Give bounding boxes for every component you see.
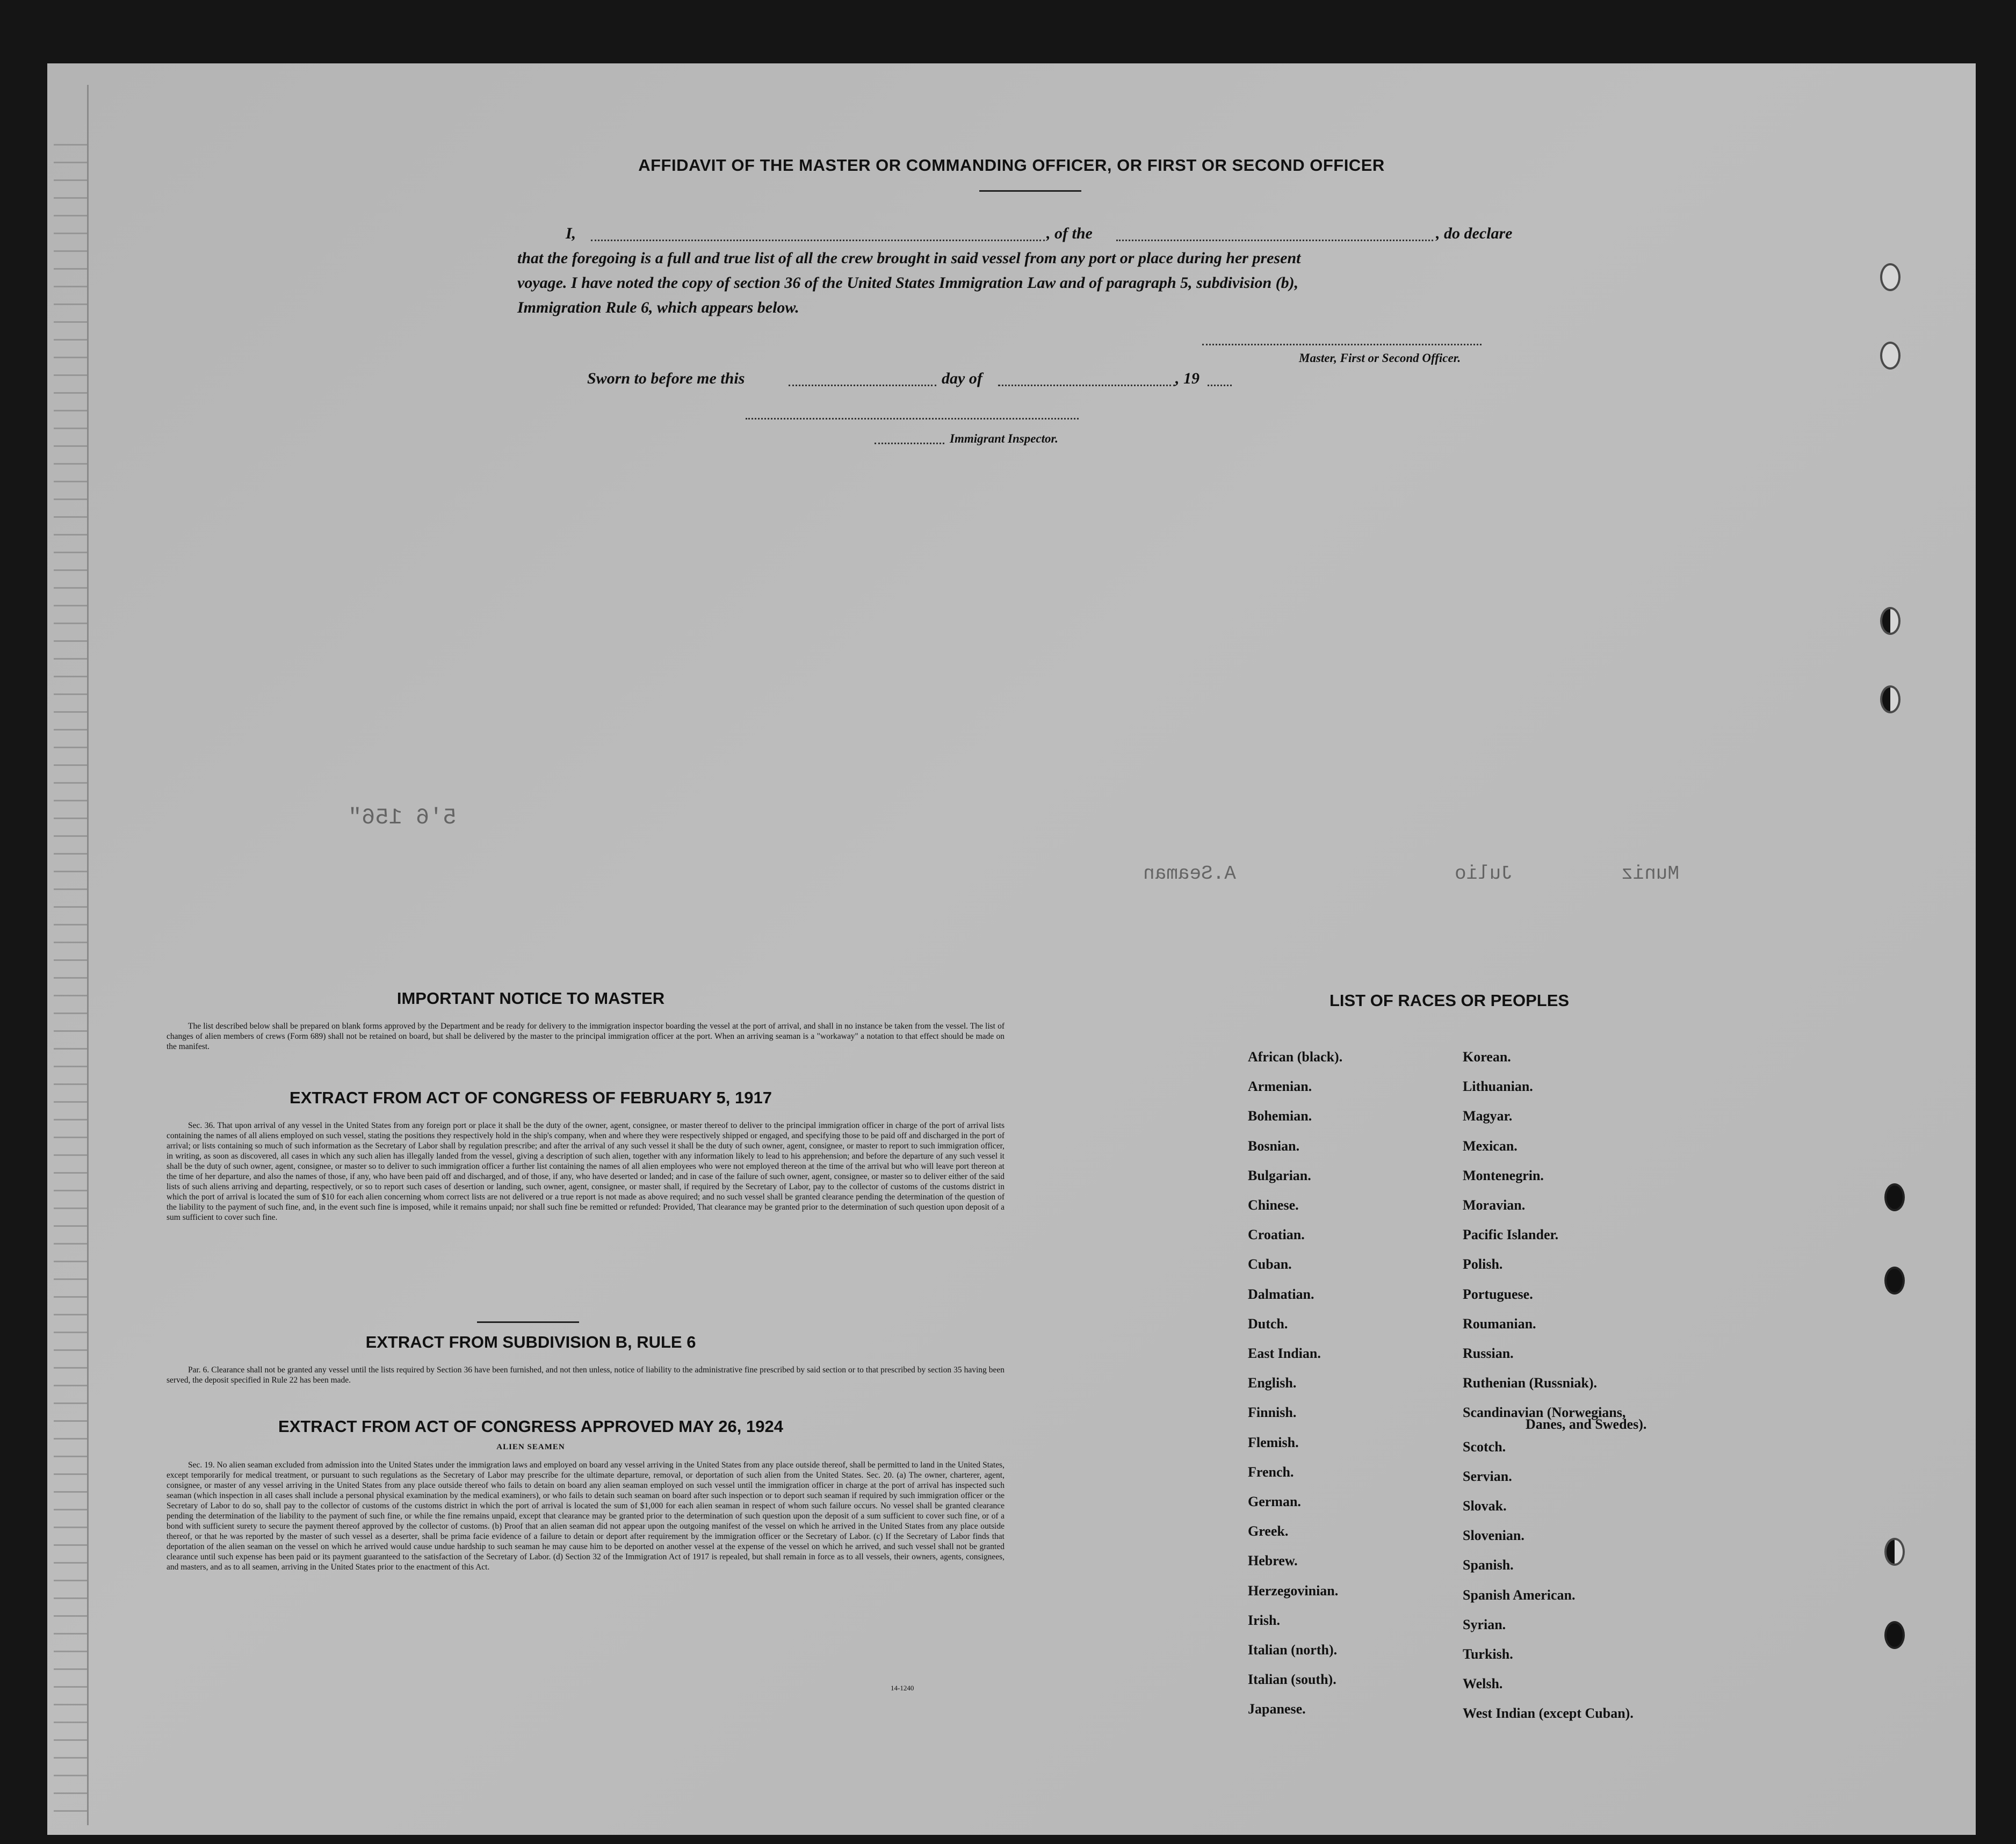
binder-hole bbox=[1880, 607, 1901, 635]
inspector-signature-line bbox=[746, 418, 1079, 420]
race-item: Dutch. bbox=[1248, 1315, 1288, 1332]
form-number: 14-1240 bbox=[891, 1684, 914, 1692]
act-1924-text: Sec. 19. No alien seaman excluded from admission into the United States under the immigration laws and employed on board any vessel arriving in the United States from any place outside thereof, shall be permitted to land in the United States, except temporarily for medical treatment, or pursuant to such regulations as the Secretary of Labor may prescribe for the ultimate departure, removal, or deportation of such alien from the United States. Sec. 20. (a) The owner, charterer, agent, consignee, or master of any vessel arriving in the United States from any place outside thereof who fails to detain on board any alien seaman employed on such vessel until the immigration officer in charge at the port of arrival has inspected such seaman (which inspection in all cases shall include a personal physical examination by the medical examiners), or who fails to detain such seaman on board after such inspection or to deport such seaman if required by such immigration officer or the Secretary of Labor to do so, shall pay to the collector of customs of the customs district in which the port of arrival is located the sum of $1,000 for each alien seaman in respect of whom such failure occurs. No vessel shall be granted clearance pending the determination of the liability to the payment of such fine, or while the fine remains unpaid, except that clearance may be granted prior to the determination of such question upon the deposit of a sum sufficient to cover such fine, or of a bond with sufficient surety to secure the payment thereof approved by the collector of customs. (b) Proof that an alien seaman did not appear upon the outgoing manifest of the vessel on which he arrived in the United States from any place outside thereof, or that he was reported by the master of such vessel as a deserter, shall be prima facie evidence of a failure to detain or deport after requirement by the immigration officer or the Secretary of Labor. (c) If the Secretary of Labor finds that deportation of the alien seaman on the vessel on which he arrived would cause undue hardship to such seaman he may cause him to be deported on another vessel at the expense of the vessel on which he arrived, and such vessel shall not be granted clearance until such expense has been paid or its payment guaranteed to the satisfaction of the Secretary of Labor. (d) Section 32 of the Immigration Act of 1917 is repealed, but shall remain in force as to all vessels, their owners, agents, consignees, and masters, and as to all seamen, arriving in the United States prior to the enactment of this Act. bbox=[167, 1460, 1005, 1572]
race-item: Greek. bbox=[1248, 1523, 1289, 1539]
race-item: Armenian. bbox=[1248, 1079, 1312, 1095]
inspector-signature-line-2 bbox=[875, 443, 944, 444]
year-blank bbox=[1208, 385, 1232, 386]
race-item: African (black). bbox=[1248, 1049, 1343, 1065]
section-divider bbox=[477, 1321, 579, 1323]
race-item: Slovenian. bbox=[1463, 1528, 1524, 1544]
day-of-label: day of bbox=[942, 370, 982, 387]
affidavit-line-4: Immigration Rule 6, which appears below. bbox=[517, 299, 799, 316]
act-1924-title: EXTRACT FROM ACT OF CONGRESS APPROVED MAY 26, 1924 bbox=[278, 1417, 783, 1436]
race-item: Chinese. bbox=[1248, 1197, 1299, 1213]
race-item: Turkish. bbox=[1463, 1646, 1513, 1662]
year-label: , 19 bbox=[1175, 370, 1200, 387]
name-blank bbox=[591, 240, 1045, 241]
affidavit-title: AFFIDAVIT OF THE MASTER OR COMMANDING OFFICER, OR FIRST OR SECOND OFFICER bbox=[638, 156, 1385, 175]
races-title: LIST OF RACES OR PEOPLES bbox=[1329, 991, 1570, 1010]
race-item: Moravian. bbox=[1463, 1197, 1526, 1213]
vessel-blank bbox=[1116, 240, 1433, 241]
master-signature-line bbox=[1202, 344, 1482, 345]
race-item: Hebrew. bbox=[1248, 1553, 1298, 1569]
act-1917-text: Sec. 36. That upon arrival of any vessel in the United States from any foreign port or place it shall be the duty of the owner, agent, consignee, or master thereof to deliver to the principal immigration officer in charge of the port of arrival lists containing the names of all aliens employed on such vessel, stating the positions they respectively hold in the ship's company, when and where they were respectively shipped or engaged, and specifying those to be paid off and discharged in the port of arrival; or lists containing so much of such information as the Secretary of Labor shall by regulation prescribe; and after the arrival of any such vessel it shall be the duty of such owner, agent, consignee, or master to report to such immigration officer, in writing, as soon as discovered, all cases in which any such alien has illegally landed from the vessel, giving a description of such alien, together with any information likely to lead to his apprehension; and before the departure of any such vessel it shall be the duty of such owner, agent, consignee, or master so to deliver to such immigration officer a further list containing the names of all alien employees who were not employed thereon at the time of the arrival but who will leave port thereon at the time of her departure, and also the names of those, if any, who have been paid off and discharged, and of those, if any, who have deserted or landed; and in case of the failure of such owner, agent, consignee, or master so to deliver either of the said lists of such aliens arriving and departing, respectively, or so to report such cases of desertion or landing, such owner, agent, consignee, or master shall, if required by the Secretary of Labor, pay to the collector of customs of the customs district in which the port of arrival is located the sum of $10 for each alien concerning whom correct lists are not delivered or a true report is not made as above required; and no such vessel shall be granted clearance pending the determination of the question of the liability to the payment of such fine, and, in the event such fine is imposed, while it remains unpaid; nor shall such fine be remitted or refunded: Provided, That clearance may be granted prior to the determination of such question upon deposit of a sum sufficient to cover such fine. bbox=[167, 1121, 1005, 1222]
binder-hole bbox=[1884, 1267, 1905, 1295]
race-item: Bosnian. bbox=[1248, 1138, 1300, 1154]
race-item: Lithuanian. bbox=[1463, 1079, 1533, 1095]
binder-hole bbox=[1880, 263, 1901, 291]
race-item: Pacific Islander. bbox=[1463, 1227, 1559, 1243]
document-sheet bbox=[47, 63, 1976, 1835]
affidavit-do-declare: , do declare bbox=[1436, 225, 1513, 242]
sworn-day-blank bbox=[789, 385, 936, 386]
race-item: Croatian. bbox=[1248, 1227, 1305, 1243]
race-item: Roumanian. bbox=[1463, 1315, 1536, 1332]
race-item: Syrian. bbox=[1463, 1616, 1506, 1632]
race-item-continuation: Danes, and Swedes). bbox=[1526, 1416, 1647, 1432]
race-item: Polish. bbox=[1463, 1256, 1503, 1272]
race-item: Finnish. bbox=[1248, 1405, 1297, 1421]
inspector-label: Immigrant Inspector. bbox=[950, 432, 1058, 445]
affidavit-of-the: , of the bbox=[1046, 225, 1093, 242]
race-item: Mexican. bbox=[1463, 1138, 1518, 1154]
race-item: English. bbox=[1248, 1375, 1297, 1391]
race-item: French. bbox=[1248, 1464, 1294, 1480]
month-blank bbox=[998, 385, 1175, 386]
race-item: Slovak. bbox=[1463, 1498, 1507, 1514]
race-item: Italian (south). bbox=[1248, 1672, 1336, 1688]
margin-rule bbox=[87, 85, 89, 1825]
race-item: Russian. bbox=[1463, 1346, 1514, 1361]
race-item: Montenegrin. bbox=[1463, 1167, 1544, 1183]
race-item: Spanish. bbox=[1463, 1557, 1514, 1573]
affidavit-i: I, bbox=[566, 225, 576, 242]
bleed-through-text: 5'6 156" bbox=[348, 805, 457, 830]
race-item: Japanese. bbox=[1248, 1701, 1306, 1717]
master-label: Master, First or Second Officer. bbox=[1299, 351, 1461, 365]
rule-6-text: Par. 6. Clearance shall not be granted any vessel until the lists required by Section 36 have been furnished, and not then unless, notice of liability to the administrative fine prescribed by said section or to that prescribed by section 35 having been served, the deposit specified in Rule 22 has been made. bbox=[167, 1365, 1005, 1385]
margin-ruling bbox=[54, 128, 87, 1820]
act-1924-subtitle: ALIEN SEAMEN bbox=[496, 1443, 565, 1451]
binder-hole bbox=[1880, 685, 1901, 713]
binder-hole bbox=[1884, 1538, 1905, 1566]
bleed-through-text: Muniz bbox=[1621, 863, 1680, 885]
binder-hole bbox=[1884, 1183, 1905, 1211]
race-item: Scandinavian (Norwegians, bbox=[1463, 1405, 1626, 1421]
race-item: Bulgarian. bbox=[1248, 1167, 1311, 1183]
race-item: Servian. bbox=[1463, 1468, 1512, 1484]
race-item: Cuban. bbox=[1248, 1256, 1292, 1272]
race-item: Herzegovinian. bbox=[1248, 1582, 1339, 1599]
rule-6-title: EXTRACT FROM SUBDIVISION B, RULE 6 bbox=[365, 1333, 696, 1351]
race-item: Portuguese. bbox=[1463, 1286, 1533, 1302]
race-item: Scotch. bbox=[1463, 1438, 1506, 1455]
notice-title: IMPORTANT NOTICE TO MASTER bbox=[396, 989, 665, 1008]
bleed-through-text: A.Seaman bbox=[1143, 863, 1236, 885]
race-item: Spanish American. bbox=[1463, 1587, 1576, 1603]
bleed-through-text: Julio bbox=[1455, 863, 1513, 885]
race-item: Welsh. bbox=[1463, 1676, 1503, 1692]
notice-text: The list described below shall be prepared on blank forms approved by the Department and be ready for delivery to the immigration inspector boarding the vessel at the port of arrival, and shall in no instance be taken from the vessel. The list of changes of alien members of crews (Form 689) shall not be retained on board, but shall be delivered by the master to the principal immigration officer at the port. When an arriving seaman is a "workaway" a notation to that effect should be made on the manifest. bbox=[167, 1022, 1005, 1051]
race-item: Irish. bbox=[1248, 1612, 1280, 1628]
affidavit-line-2: that the foregoing is a full and true list of all the crew brought in said vessel from any port or place during her present bbox=[517, 249, 1301, 267]
title-underline bbox=[979, 190, 1081, 192]
race-item: East Indian. bbox=[1248, 1346, 1321, 1361]
act-1917-title: EXTRACT FROM ACT OF CONGRESS OF FEBRUARY 5, 1917 bbox=[290, 1088, 772, 1107]
race-item: Dalmatian. bbox=[1248, 1286, 1314, 1302]
binder-hole bbox=[1884, 1621, 1905, 1649]
affidavit-line-3: voyage. I have noted the copy of section 36 of the United States Immigration Law and of paragraph 5, subdivision (b), bbox=[517, 274, 1299, 292]
binder-hole bbox=[1880, 342, 1901, 370]
race-item: German. bbox=[1248, 1494, 1301, 1509]
race-item: Ruthenian (Russniak). bbox=[1463, 1375, 1597, 1391]
race-item: West Indian (except Cuban). bbox=[1463, 1705, 1634, 1722]
sworn-label: Sworn to before me this bbox=[587, 370, 745, 387]
race-item: Flemish. bbox=[1248, 1434, 1299, 1450]
race-item: Magyar. bbox=[1463, 1108, 1513, 1124]
race-item: Italian (north). bbox=[1248, 1642, 1338, 1658]
race-item: Bohemian. bbox=[1248, 1108, 1312, 1124]
race-item: Korean. bbox=[1463, 1049, 1511, 1065]
